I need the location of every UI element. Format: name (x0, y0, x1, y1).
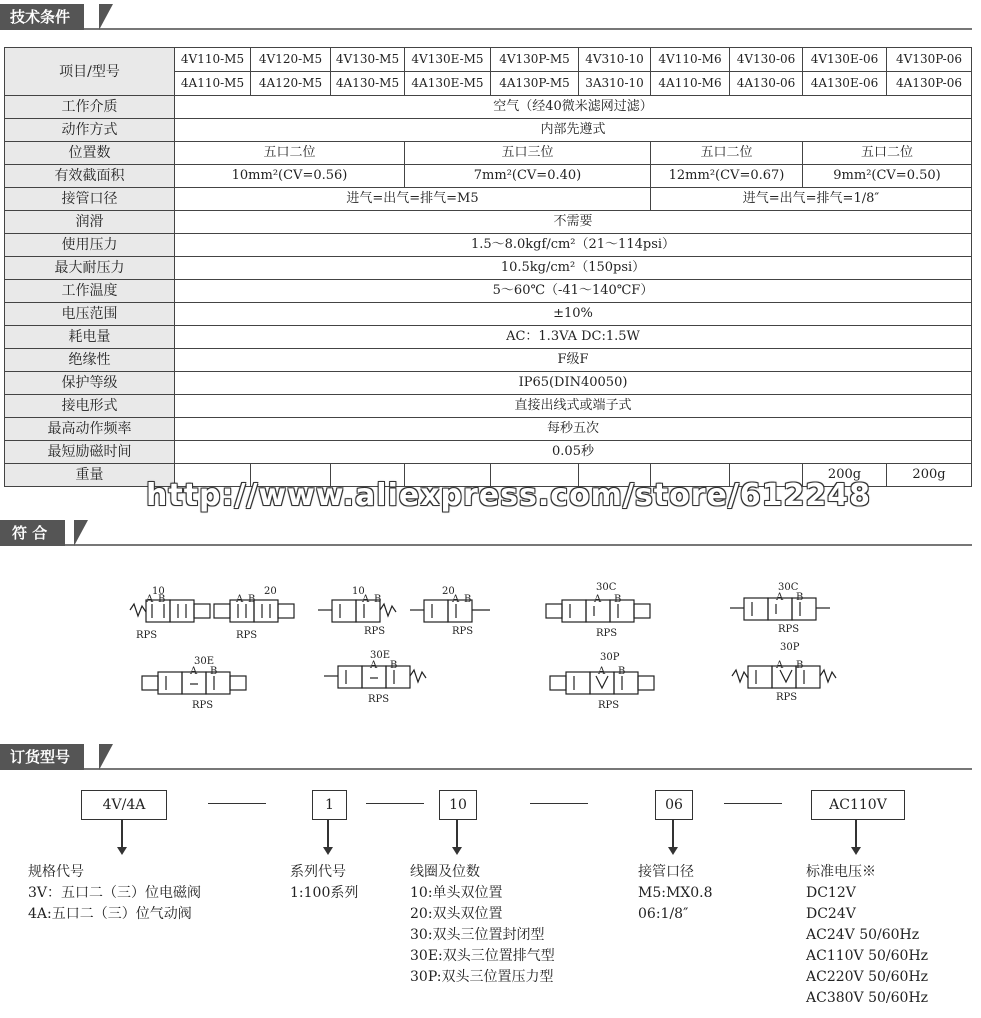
port-a-label: A (452, 594, 460, 605)
rps-label: RPS (368, 694, 390, 705)
model-cell: 4V130E-06 (803, 48, 887, 72)
port-b-label: B (374, 594, 382, 605)
row-value: 五口三位 (405, 142, 651, 165)
row-power (5, 326, 972, 349)
row-label: 最高动作频率 (5, 418, 175, 441)
desc-line: 06:1/8″ (638, 906, 689, 922)
row-label: 电压范围 (5, 303, 175, 326)
row-value: 空气（经40微米滤网过滤） (175, 96, 972, 119)
port-a-label: A (190, 666, 198, 677)
desc-line: DC12V (806, 885, 856, 901)
order-box-spec: 4V/4A (81, 790, 167, 820)
section-title: 订货型号 (0, 744, 84, 770)
symbol-label: 30C (778, 582, 799, 593)
valve-symbols (0, 560, 981, 720)
connector-line (208, 803, 266, 804)
symbol-label: 30E (370, 650, 391, 661)
port-b-label: B (464, 594, 472, 605)
model-cell: 4A120-M5 (251, 72, 331, 96)
row-action (5, 119, 972, 142)
section-notch (74, 520, 88, 546)
symbol-label: 20 (442, 586, 455, 597)
desc-line: 30:双头三位置封闭型 (410, 927, 545, 943)
desc-coil (410, 862, 555, 988)
row-value: 10mm²(CV=0.56) (175, 165, 405, 188)
row-label: 耗电量 (5, 326, 175, 349)
row-value: IP65(DIN40050) (175, 372, 972, 395)
connector-line (366, 803, 424, 804)
port-a-label: A (776, 660, 784, 671)
desc-spec-code (28, 862, 201, 925)
row-protection (5, 372, 972, 395)
model-cell: 4A110-M5 (175, 72, 251, 96)
port-a-label: A (598, 666, 606, 677)
model-cell: 4V130-M5 (331, 48, 405, 72)
section-title: 技术条件 (0, 4, 84, 30)
symbol-label: 30P (780, 642, 800, 653)
desc-line: M5:MX0.8 (638, 885, 713, 901)
model-cell: 4A130-M5 (331, 72, 405, 96)
desc-line: AC220V 50/60Hz (806, 969, 929, 985)
model-cell: 4A130E-M5 (405, 72, 491, 96)
store-watermark: http://www.aliexpress.com/store/612248 (146, 478, 872, 513)
order-box-voltage: AC110V (811, 790, 905, 820)
row-lube (5, 211, 972, 234)
desc-title: 标准电压※ (806, 864, 876, 880)
rps-label: RPS (598, 700, 620, 711)
valve-symbol-30p-b (732, 666, 836, 688)
desc-series (290, 862, 358, 904)
desc-line: 30E:双头三位置排气型 (410, 948, 555, 964)
section-header-order (0, 744, 972, 770)
desc-line: 10:单头双位置 (410, 885, 503, 901)
row-value: 内部先遵式 (175, 119, 972, 142)
symbol-label: 30E (194, 656, 215, 667)
port-b-label: B (248, 594, 256, 605)
port-a-label: A (594, 594, 602, 605)
row-value: 进气=出气=排气=M5 (175, 188, 651, 211)
model-cell: 4V310-10 (579, 48, 651, 72)
desc-title: 线圈及位数 (410, 864, 480, 880)
port-b-label: B (614, 594, 622, 605)
connector-line (530, 803, 588, 804)
model-cell: 4V110-M5 (175, 48, 251, 72)
port-a-label: A (370, 660, 378, 671)
desc-line: DC24V (806, 906, 856, 922)
section-notch (99, 4, 113, 30)
row-port (5, 188, 972, 211)
row-temp (5, 280, 972, 303)
desc-line: AC24V 50/60Hz (806, 927, 920, 943)
rps-label: RPS (452, 626, 474, 637)
order-box-coil: 10 (439, 790, 477, 820)
port-a-label: A (362, 594, 370, 605)
model-cell: 4A130P-M5 (491, 72, 579, 96)
model-cell: 4A130E-06 (803, 72, 887, 96)
row-value: 五口二位 (803, 142, 972, 165)
row-value: 直接出线式或端子式 (175, 395, 972, 418)
order-box-series: 1 (312, 790, 347, 820)
row-value: 7mm²(CV=0.40) (405, 165, 651, 188)
section-header-tech (0, 4, 972, 30)
row-wiring (5, 395, 972, 418)
row-pressure (5, 234, 972, 257)
rps-label: RPS (778, 624, 800, 635)
row-value: 5～60℃（-41～140℃F） (175, 280, 972, 303)
model-cell: 4V120-M5 (251, 48, 331, 72)
desc-line: 3V：五口二（三）位电磁阀 (28, 885, 202, 901)
row-value: 每秒五次 (175, 418, 972, 441)
row-value: 不需要 (175, 211, 972, 234)
rps-label: RPS (776, 692, 798, 703)
row-voltage (5, 303, 972, 326)
valve-symbol-20b (410, 600, 490, 622)
port-b-label: B (796, 592, 804, 603)
weight-cell: 200g (887, 464, 972, 487)
desc-line: 4A:五口二（三）位气动阀 (28, 906, 192, 922)
row-label: 润滑 (5, 211, 175, 234)
port-b-label: B (210, 666, 218, 677)
rps-label: RPS (192, 700, 214, 711)
port-a-label: A (146, 594, 154, 605)
port-b-label: B (390, 660, 398, 671)
order-box-port: 06 (655, 790, 693, 820)
row-value: ±10% (175, 303, 972, 326)
model-cell: 4A130-06 (730, 72, 803, 96)
connector-line (724, 803, 782, 804)
row-medium (5, 96, 972, 119)
row-value: 9mm²(CV=0.50) (803, 165, 972, 188)
desc-line: AC110V 50/60Hz (806, 948, 929, 964)
port-b-label: B (158, 594, 166, 605)
desc-line: AC380V 50/60Hz (806, 990, 929, 1006)
model-cell: 4V110-M6 (651, 48, 730, 72)
row-label: 绝缘性 (5, 349, 175, 372)
header-label: 项目/型号 (5, 48, 175, 96)
desc-port (638, 862, 713, 925)
row-area (5, 165, 972, 188)
row-label: 接电形式 (5, 395, 175, 418)
section-rule (0, 544, 972, 546)
desc-title: 接管口径 (638, 864, 694, 880)
row-value: 五口二位 (175, 142, 405, 165)
model-cell: 3A310-10 (579, 72, 651, 96)
desc-line: 20:双头双位置 (410, 906, 503, 922)
row-label: 保护等级 (5, 372, 175, 395)
row-max-pressure (5, 257, 972, 280)
model-cell: 4V130-06 (730, 48, 803, 72)
model-cell: 4V130E-M5 (405, 48, 491, 72)
desc-line: 1:100系列 (290, 885, 359, 901)
rps-label: RPS (136, 630, 158, 641)
model-cell: 4V130P-06 (887, 48, 972, 72)
symbol-label: 30C (596, 582, 617, 593)
desc-voltage (806, 862, 928, 1009)
row-frequency (5, 418, 972, 441)
row-label: 工作温度 (5, 280, 175, 303)
row-value: 五口二位 (651, 142, 803, 165)
rps-label: RPS (596, 628, 618, 639)
row-label: 使用压力 (5, 234, 175, 257)
row-excite (5, 441, 972, 464)
row-label: 工作介质 (5, 96, 175, 119)
model-cell: 4A130P-06 (887, 72, 972, 96)
spec-table (4, 47, 972, 487)
symbol-label: 30P (600, 652, 620, 663)
valve-symbol-10b (318, 600, 396, 622)
weight-cell: 200g (803, 464, 887, 487)
symbol-label: 10 (352, 586, 365, 597)
row-value: F级F (175, 349, 972, 372)
section-notch (99, 744, 113, 770)
desc-title: 系列代号 (290, 864, 346, 880)
symbol-label: 20 (264, 586, 277, 597)
row-value: 进气=出气=排气=1/8″ (651, 188, 972, 211)
row-value: 1.5～8.0kgf/cm²（21～114psi） (175, 234, 972, 257)
desc-line: 30P:双头三位置压力型 (410, 969, 554, 985)
section-rule (0, 28, 972, 30)
symbol-label: 10 (152, 586, 165, 597)
row-value: 0.05秒 (175, 441, 972, 464)
row-label: 有效截面积 (5, 165, 175, 188)
row-label: 接管口径 (5, 188, 175, 211)
row-label: 最短励磁时间 (5, 441, 175, 464)
model-row-1 (5, 48, 972, 72)
model-cell: 4A110-M6 (651, 72, 730, 96)
row-positions (5, 142, 972, 165)
row-label: 动作方式 (5, 119, 175, 142)
rps-label: RPS (236, 630, 258, 641)
row-value: AC：1.3VA DC:1.5W (175, 326, 972, 349)
section-rule (0, 768, 972, 770)
port-b-label: B (618, 666, 626, 677)
port-a-label: A (776, 592, 784, 603)
valve-symbol-10a (130, 600, 210, 622)
row-value: 10.5kg/cm²（150psi） (175, 257, 972, 280)
section-title: 符 合 (0, 520, 65, 546)
desc-title: 规格代号 (28, 864, 84, 880)
row-label: 重量 (5, 464, 175, 487)
port-a-label: A (236, 594, 244, 605)
row-label: 位置数 (5, 142, 175, 165)
model-cell: 4V130P-M5 (491, 48, 579, 72)
port-b-label: B (796, 660, 804, 671)
row-label: 最大耐压力 (5, 257, 175, 280)
rps-label: RPS (364, 626, 386, 637)
row-insulation (5, 349, 972, 372)
row-value: 12mm²(CV=0.67) (651, 165, 803, 188)
section-header-symbol (0, 520, 972, 546)
